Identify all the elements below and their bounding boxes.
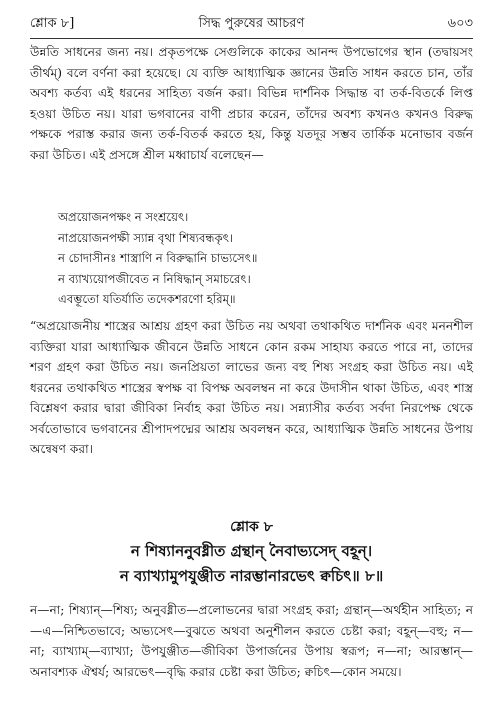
page-number: ৬০৩: [447, 16, 473, 31]
chapter-verse-ref: শ্লোক ৮]: [30, 16, 75, 31]
quoted-verse-line: অপ্রয়োজনপক্ষং ন সংশ্রয়েৎ।: [58, 210, 189, 224]
purport-paragraph-2: “অপ্রয়োজনীয় শাস্ত্রের আশ্রয় গ্রহণ করা উচিত নয় অথবা তথাকথিত দার্শনিক এবং মননশীল ব্যক্তিরা যারা আধ্যাত্মিক জীবনে উন্নতি সাধনে কোন রকম সাহায্য করতে পারে না, তাদের শরণ গ্রহণ করা উচিত নয়। জনপ্রিয়তা লাভের জন্য বহু শিষ্য সংগ্রহ করা উচিত নয়। এই ধরনের তথাকথিত শাস্ত্রের স্বপক্ষ বা বিপক্ষ অবলম্বন না করে উদাসীন থাকা উচিত, এবং শাস্ত্র বিশ্লেষণ করার দ্বারা জীবিকা নির্বাহ করা উচিত নয়। সন্ন্যাসীর কর্তব্য সর্বদা নিরপেক্ষ থেকে সর্বতোভাবে ভগবানের শ্রীপাদপদ্মের আশ্রয় অবলম্বন করে, আধ্যাত্মিক উন্নতি সাধনের উপায় অন্বেষণ করা।: [30, 319, 473, 456]
running-title: সিদ্ধ পুরুষের আচরণ: [198, 16, 305, 31]
word-synonyms: ন—না; শিষ্যান্—শিষ্য; অনুবধ্নীত—প্রলোভনের দ্বারা সংগ্রহ করা; গ্রন্থান্—অর্থহীন সাহিত্য; ন—এ—নিশ্চিতভাবে; অভ্যসেৎ—বুঝতে অথবা অনুশীলন করতে চেষ্টা করা; বহূন্—বহু; ন—না; ব্যাখ্যাম্—ব্যাখ্যা; উপযুঞ্জীত—জীবিকা উপার্জনের উপায় স্বরূপ; ন—না; আরম্ভান্—অনাবশ্যক ঐশ্বর্য; আরভেৎ—বৃদ্ধি করার চেষ্টা করা উচিত; ক্বচিৎ—কোন সময়ে।: [30, 603, 473, 679]
quoted-verse-line: ন চোদাসীনঃ শাস্ত্রাণি ন বিরুদ্ধানি চাভ্যসেৎ॥: [58, 251, 258, 265]
quoted-verse-line: নাপ্রয়োজনপক্ষী স্যান্ন বৃথা শিষ্যবন্ধকৃৎ।: [58, 230, 234, 245]
shloka-line-1: ন শিষ্যাননুবধ্নীত গ্রন্থান্ নৈবাভ্যসেদ্ বহূন্।: [130, 542, 373, 560]
page-header: [30, 8, 473, 39]
purport-paragraph-1: উন্নতি সাধনের জন্য নয়। প্রকৃতপক্ষে সেগুলিকে কাকের আনন্দ উপভোগের স্থান (তদ্বায়সং তীর্থম্) বলে বর্ণনা করা হয়েছে। যে ব্যক্তি আধ্যাত্মিক জ্ঞানের উন্নতি সাধন করতে চান, তাঁর অবশ্য কর্তব্য এই ধরনের সাহিত্য বর্জন করা। বিভিন্ন দার্শনিক সিদ্ধান্ত বা তর্ক-বিতর্কে লিপ্ত হওয়া উচিত নয়। যারা ভগবানের বাণী প্রচার করেন, তাঁদের অবশ্য কখনও কখনও বিরুদ্ধ পক্ষকে পরাস্ত করার জন্য তর্ক-বিতর্ক করতে হয়, কিন্তু যতদূর সম্ভব তার্কিক মনোভাব বর্জন করা উচিত। এই প্রসঙ্গে শ্রীল মধ্বাচার্য বলেছেন—: [30, 45, 473, 162]
quoted-verse-line: ন ব্যাখ্যয়োপজীবেত ন নিষিদ্ধান্ সমাচরেৎ।: [58, 271, 251, 286]
quoted-verse-line: এবম্ভূতো যতির্যাতি তদেকশরণো হরিম্॥: [58, 292, 236, 306]
shloka-line-2: ন ব্যাখ্যামুপযুঞ্জীত নারম্ভানারভেৎ ক্বচিৎ॥ ৮॥: [119, 567, 384, 585]
shloka-heading: শ্লোক ৮: [230, 519, 273, 535]
quoted-verse: [58, 207, 478, 310]
